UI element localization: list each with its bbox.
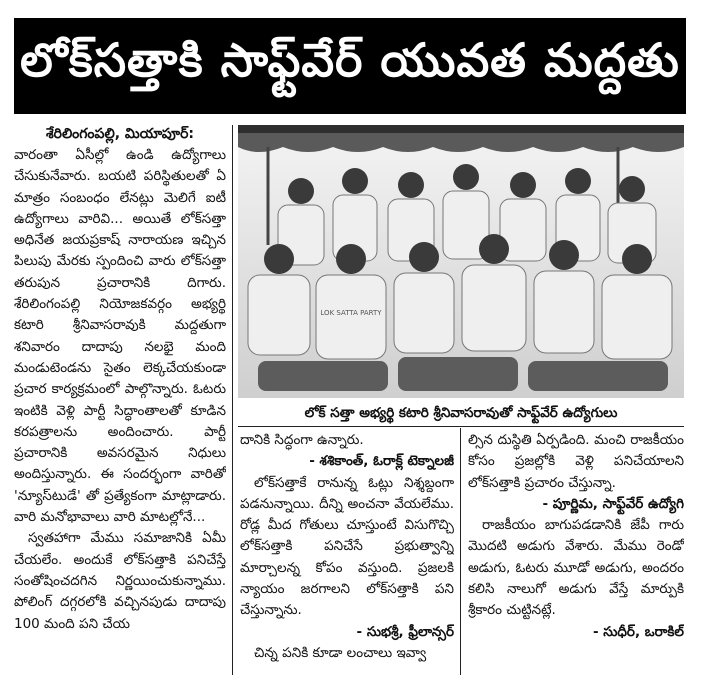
quote-credit: - పూర్ణిమ, సాఫ్ట్‌వేర్ ఉద్యోగి: [542, 495, 684, 512]
article-paragraph: రాజకీయం బాగుపడడానికి జేపీ గారు మొదటి అడుగు వేశారు. మేము రెండో అడుగు, ఓటరు మూడో అడుగు, అందరం కలిసి నాలుగో అడుగు వేస్తే మార్పుకి శ్రీకారం చుట్టినట్లే.: [468, 517, 684, 619]
dateline: శేరిలింగంపల్లి, మియాపూర్:: [45, 126, 195, 142]
caption-rule: [238, 426, 684, 427]
middle-column: [240, 430, 454, 676]
quote-credit: - సుభశ్రీ, ఫ్రీలాన్సర్: [356, 623, 454, 640]
article-paragraph: లోక్‌సత్తాకే రానున్న ఓట్లు నిశ్శబ్దంగా పడనున్నాయి. దీన్ని అంచనా వేయలేము. రోడ్ల మీద గోతులు చూస్తుంటే విసుగొచ్చి లోక్‌సత్తాకి పనిచేసే ప్రభుత్వాన్ని మార్చాలన్న కోపం వస్తుంది. ప్రజలకి న్యాయం జరగాలని లోక్‌సత్తాకి పని చేస్తున్నాను.: [240, 474, 454, 619]
article-paragraph: చిన్న పనికి కూడా లంచాలు ఇవ్వా: [254, 644, 427, 661]
right-column: [468, 430, 684, 676]
column-rule-right: [460, 428, 461, 675]
article-paragraph: దానికి సిద్ధంగా ఉన్నారు.: [240, 432, 364, 448]
quote-credit: - సుధీర్, ఒరాకిల్: [592, 623, 684, 640]
column-rule-left: [232, 125, 233, 675]
article-paragraph: వారంతా ఏసీల్లో ఉండి ఉద్యోగాలు చేసుకునేవారు. బయటి పరిస్థితులతో ఏ మాత్రం సంబంధం లేనట్లు మెలిగే ఐటీ ఉద్యోగాలు వారివి... అయితే లోక్‌సత్తా అధినేత జయప్రకాష్ నారాయణ ఇచ్చిన పిలుపు మేరకు స్పందించి వారు లోక్‌సత్తా తరుపున ప్రచారానికి దిగారు. శేరిలింగంపల్లి నియోజకవర్గం అభ్యర్థి కటారి శ్రీనివాసరావుకి మద్దతుగా శనివారం దాదాపు నలభై మంది మండుటెండను సైతం లెక్కచేయకుండా ప్రచార కార్యక్రమంలో పాల్గొన్నారు. ఓటరు ఇంటికి వెళ్లి పార్టీ సిద్ధాంతాలతో కూడిన కరపత్రాలను అందించారు. పార్టీ ప్రచారానికి అవసరమైన నిధులు అందిస్తున్నారు. ఈ సందర్భంగా వారితో 'న్యూస్‌టుడే' తో ప్రత్యేకంగా మాట్లాడారు. వారి మనోభావాలు వారి మాటల్లోనే...: [14, 147, 226, 526]
left-column: [14, 124, 226, 676]
shirt-print-text: LOK SATTA PARTY: [320, 309, 382, 317]
headline-banner: [14, 18, 686, 114]
group-photo-image: [238, 125, 684, 398]
photo-caption: లోక్ సత్తా అభ్యర్థి కటారి శ్రీనివాసరావుతో సాఫ్ట్‌వేర్ ఉద్యోగులు: [304, 405, 618, 421]
quote-credit: - శశికాంత్, ఓరాక్ల్ టెక్నాలజీ: [309, 453, 454, 470]
group-photo: [238, 125, 684, 398]
article-paragraph: ల్సిన దుస్థితి ఏర్పడింది. మంచి రాజకీయం కోసం ప్రజల్లోకి వెళ్లి పనిచేయాలని లోక్‌సత్తాకి ప్రచారం చేస్తున్నా.: [468, 432, 684, 491]
headline: లోక్‌సత్తాకి సాఫ్ట్‌వేర్ యువత మద్దతు: [20, 33, 680, 87]
article-paragraph: స్వతహాగా మేము సమాజానికి ఏమీ చేయలేం. అందుకే లోక్‌సత్తాకి పనిచేస్తే సంతోషించదగిన నిర్ణయించుకున్నాము. పోలింగ్ దగ్గరలోకి వచ్చినపుడు దాదాపు 100 మంది పని చేయ: [14, 530, 226, 632]
